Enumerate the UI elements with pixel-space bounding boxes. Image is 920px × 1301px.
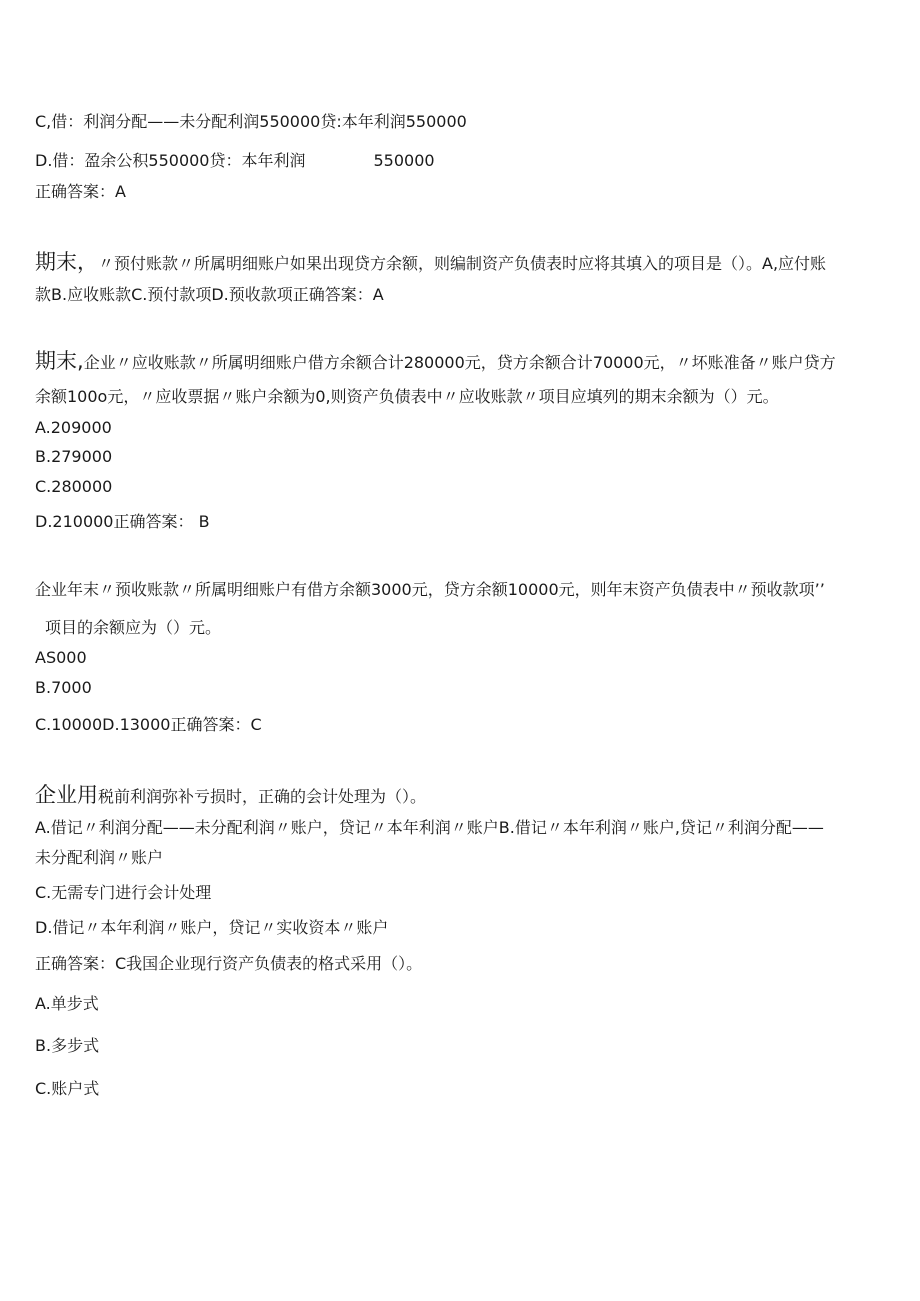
- q5-line-1-text: 税前利润弥补亏损时，正确的会计处理为（）。: [98, 787, 427, 806]
- q5-option-c: C.无需专门进行会计处理: [35, 883, 212, 902]
- q3-line-1: [35, 351, 836, 373]
- q1-option-d: [35, 151, 435, 171]
- q2-line-1: [35, 252, 826, 274]
- q5-option-a-line-2: 未分配利润〃账户: [35, 848, 164, 867]
- q3-lead: 期末,: [35, 349, 84, 373]
- q6-option-b: B.多步式: [35, 1036, 100, 1055]
- q1-option-c: C,借：利润分配——未分配利润550000贷:本年利润550000: [35, 112, 467, 131]
- q3-line-1-text: 企业〃应收账款〃所属明细账户借方余额合计280000元，贷方余额合计70000元，〃坏账准备〃账户贷方: [83, 353, 836, 372]
- q3-option-b: B.279000: [35, 447, 113, 466]
- q4-option-a: AS000: [35, 648, 87, 667]
- q5-lead: 企业用: [35, 783, 98, 807]
- q3-option-a: A.209000: [35, 418, 112, 437]
- q5-option-a-line-1: A.借记〃利润分配——未分配利润〃账户，贷记〃本年利润〃账户B.借记〃本年利润〃账户,贷记〃利润分配——: [35, 818, 824, 837]
- q6-option-a: A.单步式: [35, 994, 99, 1013]
- q6-option-c: C.账户式: [35, 1079, 100, 1098]
- q2-line-1-text: 〃预付账款〃所属明细账户如果出现贷方余额，则编制资产负债表时应将其填入的项目是（）。A,应付账: [98, 254, 827, 273]
- q5-option-d: D.借记〃本年利润〃账户，贷记〃实收资本〃账户: [35, 918, 389, 937]
- q4-line-1: 企业年末〃预收账款〃所属明细账户有借方余额3000元，贷方余额10000元，则年末资产负债表中〃预收款项’’: [35, 580, 825, 599]
- q3-option-c: C.280000: [35, 477, 113, 496]
- q1-option-d-amount: 550000: [373, 151, 435, 170]
- q1-answer: 正确答案：A: [35, 182, 126, 201]
- q2-lead: 期末，: [35, 250, 98, 274]
- q3-line-2: 余额100o元，〃应收票据〃账户余额为0,则资产负债表中〃应收账款〃项目应填列的期末余额为（）元。: [35, 387, 779, 406]
- q5-answer-next-question: 正确答案：C我国企业现行资产负债表的格式采用（）。: [35, 954, 423, 973]
- q4-option-b: B.7000: [35, 678, 92, 697]
- q4-line-2: 项目的余额应为（）元。: [45, 618, 222, 637]
- q5-line-1: [35, 785, 426, 807]
- q3-option-d-answer: D.210000正确答案： B: [35, 512, 210, 531]
- q2-line-2: 款B.应收账款C.预付款项D.预收款项正确答案：A: [35, 285, 384, 304]
- q4-option-cd-answer: C.10000D.13000正确答案：C: [35, 715, 262, 734]
- q1-option-d-text: D.借：盈余公积550000贷：本年利润: [35, 151, 306, 170]
